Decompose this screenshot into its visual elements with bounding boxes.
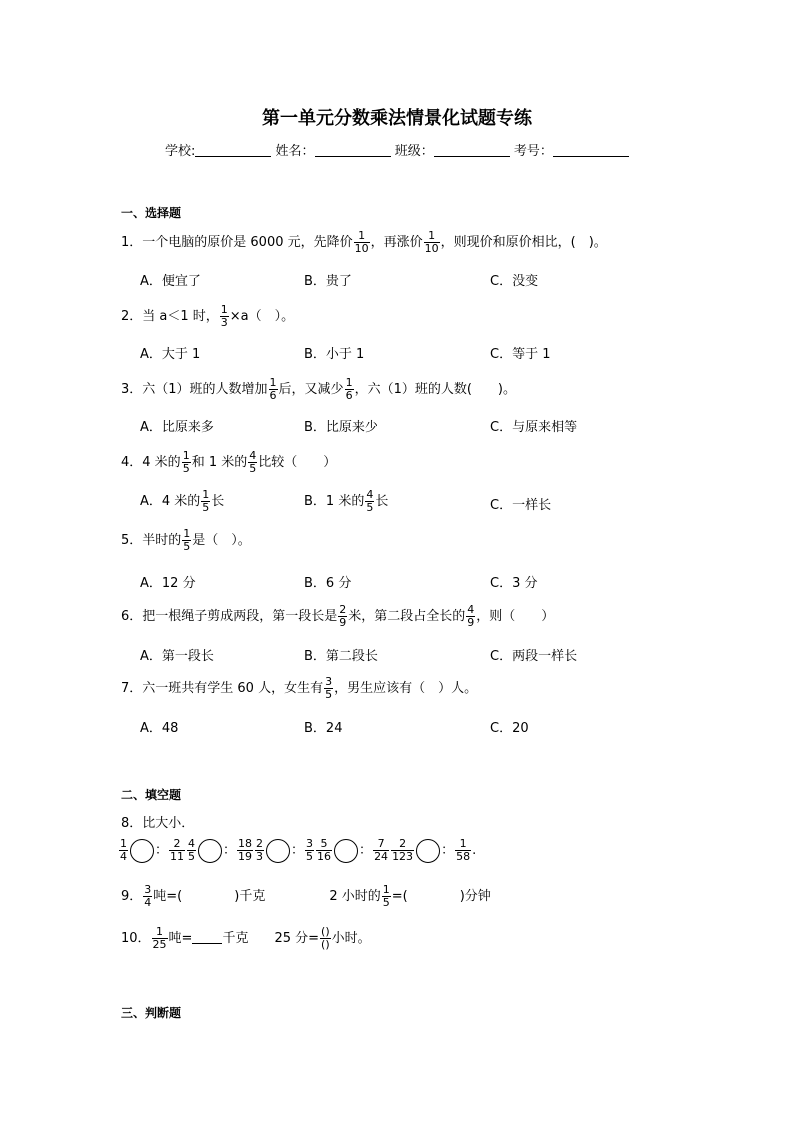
q6-text-b: 米，第二段占全长的 [348, 609, 466, 624]
denominator: 16 [317, 850, 332, 863]
q2-text-a: 2．当 a＜1 时， [121, 309, 219, 324]
numerator: 1 [424, 230, 440, 243]
q10-fraction-1 [152, 926, 168, 951]
q4-fraction-1 [182, 450, 191, 475]
denominator: 123 [392, 850, 414, 863]
question-8: 8．比大小． [121, 816, 195, 831]
q3-text-a: 3．六（1）班的人数增加 [121, 382, 268, 397]
denominator: 5 [202, 501, 210, 514]
numerator: 1 [202, 488, 210, 501]
fraction [187, 838, 196, 863]
numerator: 1 [455, 838, 471, 851]
q8-compare-row [118, 838, 476, 863]
q7-fraction [324, 676, 333, 701]
numerator: 2 [339, 603, 347, 616]
numerator: 2 [391, 838, 414, 851]
denominator: 10 [354, 242, 369, 255]
q4-option-a-suffix: 长 [211, 494, 225, 509]
student-info-line [165, 140, 629, 159]
school-label: 学校: [165, 144, 196, 159]
fraction [169, 838, 185, 863]
q6-fraction-1 [338, 604, 347, 629]
denominator: 5 [325, 688, 333, 701]
name-label: 姓名： [275, 144, 315, 159]
q9-fraction-1 [143, 884, 152, 909]
q5-option-c[interactable]: C．3 分 [490, 576, 538, 591]
fraction [237, 838, 253, 863]
numerator: 1 [354, 230, 370, 243]
q5-text-a: 5．半时的 [121, 533, 182, 548]
page-title: 第一单元分数乘法情景化试题专练 [262, 108, 532, 129]
compare-circle-5[interactable] [416, 839, 440, 863]
q1-text-a: 1．一个电脑的原价是 6000 元，先降价 [121, 235, 353, 250]
numerator: 1 [269, 376, 277, 389]
q9-text-d: =( )分钟 [391, 889, 491, 904]
q3-option-b[interactable]: B．比原来少 [304, 420, 378, 435]
q9-text-c: 2 小时的 [329, 889, 381, 904]
q4-fraction-2 [248, 450, 257, 475]
exam-no-blank[interactable] [553, 144, 629, 157]
question-5 [121, 528, 251, 553]
separator: ： [359, 843, 373, 858]
question-1 [121, 230, 607, 255]
q10-text-a: 10． [121, 931, 151, 946]
q2-text-b: ×a（ ）。 [229, 309, 295, 324]
section-heading-choice: 一、选择题 [121, 206, 182, 220]
question-7 [121, 676, 477, 701]
q5-fraction [182, 528, 191, 553]
q4-option-a-text: A．4 米的 [140, 494, 201, 509]
question-6 [121, 604, 554, 629]
q4-text-c: 比较（ ） [258, 455, 337, 470]
q3-text-b: 后，又减少 [278, 382, 344, 397]
q3-text-c: ，六（1）班的人数( )。 [354, 382, 516, 397]
school-blank[interactable] [195, 144, 271, 157]
q7-option-a[interactable]: A．48 [140, 721, 179, 736]
q2-option-a[interactable]: A．大于 1 [140, 347, 201, 362]
q2-option-c[interactable]: C．等于 1 [490, 347, 551, 362]
numerator: 1 [182, 449, 190, 462]
q3-fraction-2 [345, 377, 354, 402]
separator: ： [291, 843, 305, 858]
denominator: 9 [467, 616, 475, 629]
denominator: 6 [345, 389, 353, 402]
class-blank[interactable] [434, 144, 510, 157]
question-9 [121, 884, 491, 909]
fraction [316, 838, 332, 863]
q4-option-a[interactable] [140, 489, 224, 514]
q4-option-a-fraction [201, 489, 210, 514]
q5-text-b: 是（ ）。 [192, 533, 251, 548]
q4-option-b-suffix: 长 [375, 494, 389, 509]
q9-text-a: 9． [121, 889, 143, 904]
q6-option-a[interactable]: A．第一段长 [140, 649, 214, 664]
denominator: 5 [382, 896, 390, 909]
q7-option-b[interactable]: B．24 [304, 721, 343, 736]
denominator: 3 [220, 316, 228, 329]
q9-fraction-2 [382, 884, 391, 909]
q10-blank[interactable] [192, 931, 222, 944]
q9-text-b: 吨=( )千克 [153, 889, 266, 904]
separator: ： [155, 843, 169, 858]
numerator: 1 [220, 303, 228, 316]
q6-option-c[interactable]: C．两段一样长 [490, 649, 578, 664]
compare-circle-3[interactable] [266, 839, 290, 863]
q3-fraction-1 [269, 377, 278, 402]
question-4 [121, 450, 336, 475]
q10-text-b: 吨= [168, 931, 193, 946]
denominator: 5 [182, 462, 190, 475]
denominator: () [321, 938, 330, 951]
q2-option-b[interactable]: B．小于 1 [304, 347, 365, 362]
denominator: 25 [152, 938, 167, 951]
section-heading-judge: 三、判断题 [121, 1006, 182, 1020]
q4-text-a: 4．4 米的 [121, 455, 181, 470]
q6-fraction-2 [466, 604, 475, 629]
denominator: 24 [374, 850, 389, 863]
numerator: 4 [188, 837, 196, 850]
numerator: 1 [345, 376, 353, 389]
q5-option-b[interactable]: B．6 分 [304, 576, 352, 591]
separator: ： [223, 843, 237, 858]
numerator: 2 [256, 837, 264, 850]
numerator: 4 [366, 488, 374, 501]
q1-text-b: ，再涨价 [370, 235, 423, 250]
q3-option-c[interactable]: C．与原来相等 [490, 420, 578, 435]
denominator: 4 [144, 896, 152, 909]
q10-text-c: 千克 25 分= [222, 931, 320, 946]
fraction [455, 838, 471, 863]
numerator: 5 [316, 838, 332, 851]
q6-option-b[interactable]: B．第二段长 [304, 649, 378, 664]
denominator: 5 [306, 850, 314, 863]
period: . [472, 843, 477, 858]
denominator: 58 [456, 850, 471, 863]
q1-option-a[interactable]: A．便宜了 [140, 274, 201, 289]
denominator: 6 [269, 389, 277, 402]
q4-option-c[interactable]: C．一样长 [490, 498, 552, 513]
q1-fraction-1 [354, 230, 370, 255]
numerator: 3 [306, 837, 314, 850]
fraction [255, 838, 264, 863]
name-blank[interactable] [315, 144, 391, 157]
q4-option-b-text: B．1 米的 [304, 494, 365, 509]
q2-fraction [220, 304, 229, 329]
q10-fraction-2 [320, 926, 331, 951]
denominator: 5 [249, 462, 257, 475]
denominator: 11 [170, 850, 185, 863]
numerator: 4 [249, 449, 257, 462]
fraction [305, 838, 314, 863]
numerator: 2 [169, 838, 185, 851]
fraction [119, 838, 128, 863]
q6-text-a: 6．把一根绳子剪成两段，第一段长是 [121, 609, 338, 624]
fraction [373, 838, 389, 863]
q6-text-c: ，则（ ） [476, 609, 555, 624]
denominator: 10 [424, 242, 439, 255]
q4-text-b: 和 1 米的 [191, 455, 248, 470]
q3-option-a[interactable]: A．比原来多 [140, 420, 214, 435]
denominator: 5 [188, 850, 196, 863]
question-3 [121, 377, 516, 402]
numerator: 7 [373, 838, 389, 851]
q1-option-c[interactable]: C．没变 [490, 274, 539, 289]
numerator: 3 [144, 883, 152, 896]
q1-option-b[interactable]: B．贵了 [304, 274, 352, 289]
q1-text-c: ，则现价和原价相比，( )。 [440, 235, 607, 250]
q7-text-a: 7．六一班共有学生 60 人，女生有 [121, 681, 324, 696]
q7-option-c[interactable]: C．20 [490, 721, 529, 736]
separator: ： [441, 843, 455, 858]
q7-text-b: ，男生应该有（ ）人。 [334, 681, 478, 696]
q4-option-b-fraction [365, 489, 374, 514]
denominator: 5 [183, 540, 191, 553]
denominator: 4 [120, 850, 127, 863]
class-label: 班级： [394, 144, 434, 159]
q1-fraction-2 [424, 230, 440, 255]
compare-circle-4[interactable] [334, 839, 358, 863]
numerator: 1 [120, 837, 127, 850]
q5-option-a[interactable]: A．12 分 [140, 576, 196, 591]
denominator: 19 [238, 850, 253, 863]
numerator: 3 [325, 675, 333, 688]
question-10 [121, 926, 371, 951]
numerator: 4 [467, 603, 475, 616]
numerator: 18 [238, 837, 253, 850]
fraction [391, 838, 414, 863]
numerator: 1 [382, 883, 390, 896]
denominator: 3 [256, 850, 264, 863]
numerator: 1 [152, 926, 168, 939]
q4-option-b[interactable] [304, 489, 388, 514]
q10-text-d: 小时。 [331, 931, 371, 946]
compare-circle-1[interactable] [130, 839, 154, 863]
denominator: 5 [366, 501, 374, 514]
section-heading-fill: 二、填空题 [121, 788, 182, 802]
numerator: () [321, 925, 330, 938]
question-2 [121, 304, 294, 329]
compare-circle-2[interactable] [198, 839, 222, 863]
exam-no-label: 考号： [513, 144, 553, 159]
numerator: 1 [183, 527, 191, 540]
denominator: 9 [339, 616, 347, 629]
